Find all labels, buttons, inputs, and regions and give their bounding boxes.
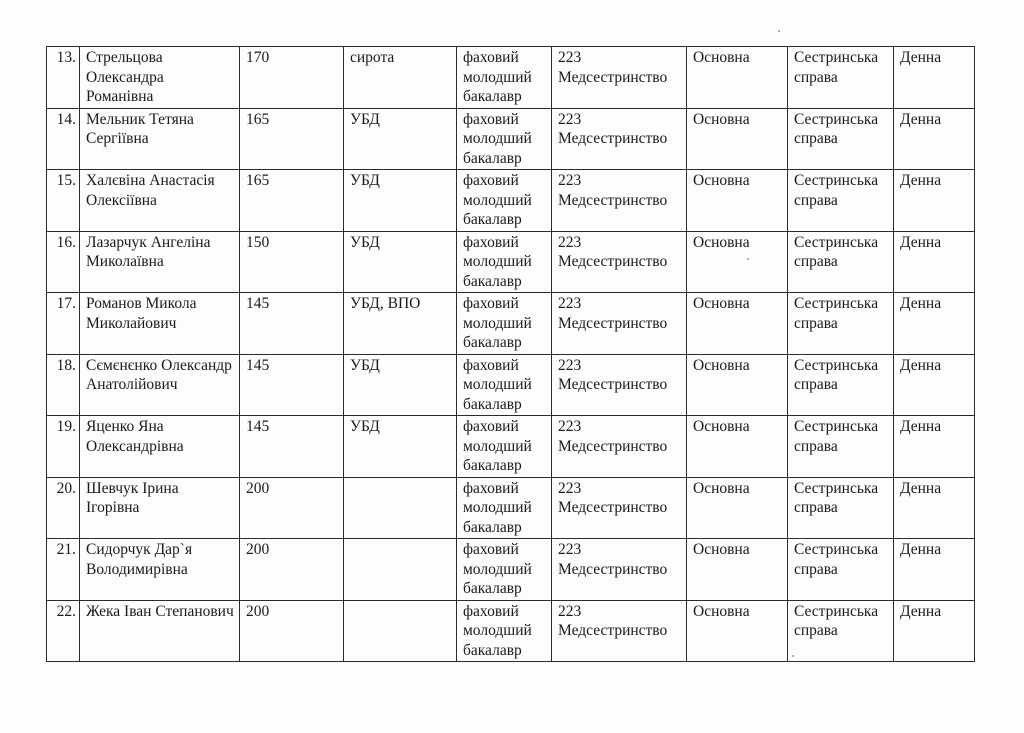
specialty-cell: 223 Медсестринство: [552, 600, 687, 662]
study-form-cell: Денна: [894, 108, 975, 170]
benefit-category-cell: УБД: [344, 108, 457, 170]
educational-program-cell: Сестринська справа: [788, 354, 894, 416]
degree-cell: фаховий молодший бакалавр: [457, 354, 552, 416]
specialty-cell: 223 Медсестринство: [552, 108, 687, 170]
specialty-cell: 223 Медсестринство: [552, 293, 687, 355]
specialty-cell: 223 Медсестринство: [552, 477, 687, 539]
specialty-cell: 223 Медсестринство: [552, 47, 687, 109]
admission-basis-cell: Основна: [687, 600, 788, 662]
score-cell: 200: [240, 600, 344, 662]
degree-cell: фаховий молодший бакалавр: [457, 108, 552, 170]
benefit-category-cell: [344, 539, 457, 601]
scan-speck: [778, 30, 780, 32]
educational-program-cell: Сестринська справа: [788, 600, 894, 662]
degree-cell: фаховий молодший бакалавр: [457, 293, 552, 355]
study-form-cell: Денна: [894, 539, 975, 601]
applicant-name-cell: Стрельцова Олександра Романівна: [80, 47, 240, 109]
specialty-cell: 223 Медсестринство: [552, 231, 687, 293]
scan-speck: [747, 258, 749, 260]
benefit-category-cell: сирота: [344, 47, 457, 109]
benefit-category-cell: [344, 477, 457, 539]
row-number-cell: 15.: [47, 170, 80, 232]
table-row: [47, 477, 975, 539]
table-row: [47, 416, 975, 478]
educational-program-cell: Сестринська справа: [788, 416, 894, 478]
score-cell: 145: [240, 354, 344, 416]
score-cell: 150: [240, 231, 344, 293]
degree-cell: фаховий молодший бакалавр: [457, 47, 552, 109]
score-cell: 145: [240, 293, 344, 355]
educational-program-cell: Сестринська справа: [788, 170, 894, 232]
specialty-cell: 223 Медсестринство: [552, 354, 687, 416]
educational-program-cell: Сестринська справа: [788, 108, 894, 170]
specialty-cell: 223 Медсестринство: [552, 416, 687, 478]
row-number-cell: 19.: [47, 416, 80, 478]
benefit-category-cell: УБД: [344, 231, 457, 293]
score-cell: 165: [240, 170, 344, 232]
benefit-category-cell: [344, 600, 457, 662]
table-row: [47, 354, 975, 416]
educational-program-cell: Сестринська справа: [788, 231, 894, 293]
score-cell: 145: [240, 416, 344, 478]
applicant-name-cell: Сємєнєнко Олександр Анатолійович: [80, 354, 240, 416]
educational-program-cell: Сестринська справа: [788, 477, 894, 539]
admission-basis-cell: Основна: [687, 477, 788, 539]
benefit-category-cell: УБД: [344, 416, 457, 478]
score-cell: 200: [240, 539, 344, 601]
study-form-cell: Денна: [894, 354, 975, 416]
applicant-name-cell: Мельник Тетяна Сергіївна: [80, 108, 240, 170]
table-row: [47, 539, 975, 601]
degree-cell: фаховий молодший бакалавр: [457, 600, 552, 662]
table-row: [47, 293, 975, 355]
specialty-cell: 223 Медсестринство: [552, 170, 687, 232]
admission-basis-cell: Основна: [687, 47, 788, 109]
educational-program-cell: Сестринська справа: [788, 539, 894, 601]
row-number-cell: 14.: [47, 108, 80, 170]
admission-basis-cell: Основна: [687, 170, 788, 232]
study-form-cell: Денна: [894, 600, 975, 662]
score-cell: 170: [240, 47, 344, 109]
study-form-cell: Денна: [894, 416, 975, 478]
benefit-category-cell: УБД, ВПО: [344, 293, 457, 355]
table-row: [47, 600, 975, 662]
admission-basis-cell: Основна: [687, 231, 788, 293]
applicant-name-cell: Халєвіна Анастасія Олексіївна: [80, 170, 240, 232]
row-number-cell: 16.: [47, 231, 80, 293]
score-cell: 165: [240, 108, 344, 170]
applicant-name-cell: Яценко Яна Олександрівна: [80, 416, 240, 478]
admission-basis-cell: Основна: [687, 354, 788, 416]
benefit-category-cell: УБД: [344, 354, 457, 416]
applicant-name-cell: Сидорчук Дар`я Володимирівна: [80, 539, 240, 601]
study-form-cell: Денна: [894, 477, 975, 539]
degree-cell: фаховий молодший бакалавр: [457, 170, 552, 232]
degree-cell: фаховий молодший бакалавр: [457, 539, 552, 601]
score-cell: 200: [240, 477, 344, 539]
row-number-cell: 18.: [47, 354, 80, 416]
row-number-cell: 17.: [47, 293, 80, 355]
study-form-cell: Денна: [894, 47, 975, 109]
applicant-name-cell: Романов Микола Миколайович: [80, 293, 240, 355]
study-form-cell: Денна: [894, 231, 975, 293]
educational-program-cell: Сестринська справа: [788, 293, 894, 355]
admission-basis-cell: Основна: [687, 539, 788, 601]
admission-basis-cell: Основна: [687, 108, 788, 170]
scan-speck: [792, 655, 794, 657]
table-row: [47, 170, 975, 232]
applicant-name-cell: Лазарчук Ангеліна Миколаївна: [80, 231, 240, 293]
degree-cell: фаховий молодший бакалавр: [457, 477, 552, 539]
applicant-name-cell: Жека Іван Степанович: [80, 600, 240, 662]
admission-basis-cell: Основна: [687, 293, 788, 355]
table-row: [47, 231, 975, 293]
admission-basis-cell: Основна: [687, 416, 788, 478]
degree-cell: фаховий молодший бакалавр: [457, 231, 552, 293]
row-number-cell: 20.: [47, 477, 80, 539]
applicants-table: [46, 46, 975, 662]
educational-program-cell: Сестринська справа: [788, 47, 894, 109]
benefit-category-cell: УБД: [344, 170, 457, 232]
row-number-cell: 21.: [47, 539, 80, 601]
row-number-cell: 22.: [47, 600, 80, 662]
study-form-cell: Денна: [894, 293, 975, 355]
degree-cell: фаховий молодший бакалавр: [457, 416, 552, 478]
table-row: [47, 108, 975, 170]
applicant-name-cell: Шевчук Ірина Ігорівна: [80, 477, 240, 539]
specialty-cell: 223 Медсестринство: [552, 539, 687, 601]
row-number-cell: 13.: [47, 47, 80, 109]
study-form-cell: Денна: [894, 170, 975, 232]
table-row: [47, 47, 975, 109]
